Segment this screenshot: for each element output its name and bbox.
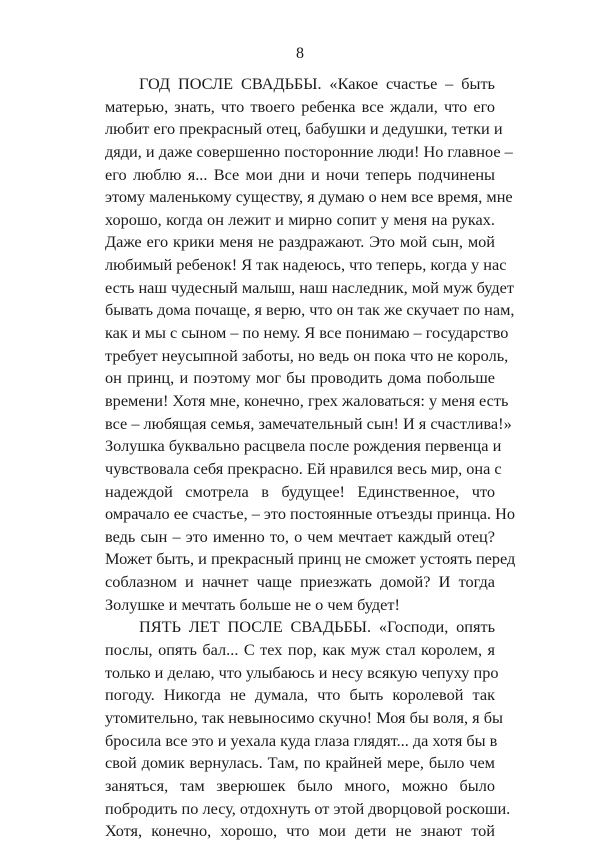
body-text	[105, 73, 516, 843]
text-line: соблазном и начнет чаще приезжать домой? И тогда	[105, 572, 495, 592]
text-line: бросила все это и уехала куда глаза глядят... да хотя бы в	[105, 730, 498, 750]
text-line: Может быть, и прекрасный принц не сможет устоять перед	[105, 549, 516, 569]
text-line: ГОД ПОСЛЕ СВАДЬБЫ. «Какое счастье – быть	[139, 74, 495, 93]
text-line: он принц, и поэтому мог бы проводить дома побольше	[105, 368, 495, 388]
text-line: Даже его крики меня не раздражают. Это мой сын, мой	[105, 232, 495, 252]
text-line: есть наш чудесный малыш, наш наследник, мой муж будет	[105, 277, 514, 297]
text-line: Золушка буквально расцвела после рождения первенца и	[105, 436, 502, 456]
text-line: как и мы с сыном – по нему. Я все понимаю – государство	[105, 323, 509, 343]
text-line: требует неусыпной заботы, но ведь он пока что не король,	[105, 345, 509, 365]
text-line: свой домик вернулась. Там, по крайней мере, было чем	[105, 753, 495, 773]
text-line: надеждой смотрела в будущее! Единственное, что	[105, 481, 495, 501]
text-line: заняться, там зверюшек было много, можно было	[105, 775, 495, 795]
text-line: Золушке и мечтать больше не о чем будет!	[105, 594, 400, 614]
text-line: Хотя, конечно, хорошо, что мои дети не знают той	[105, 821, 495, 841]
text-line: утомительно, так невыносимо скучно! Моя бы воля, я бы	[105, 707, 503, 727]
page-number: 8	[296, 45, 304, 62]
text-line: ПЯТЬ ЛЕТ ПОСЛЕ СВАДЬБЫ. «Господи, опять	[139, 617, 495, 637]
text-line: этому маленькому существу, я думаю о нем все время, мне	[105, 187, 513, 207]
text-line: бывать дома почаще, я верю, что он так же скучает по нам,	[105, 300, 515, 320]
text-line: все – любящая семья, замечательный сын! И я счастлива!»	[105, 413, 512, 433]
text-line: побродить по лесу, отдохнуть от этой дворцовой роскоши.	[105, 798, 511, 818]
text-line: чувствовала себя прекрасно. Ей нравился весь мир, она с	[105, 458, 502, 478]
text-line: хорошо, когда он лежит и мирно сопит у меня на руках.	[105, 209, 495, 229]
text-line: его люблю я... Все мои дни и ночи теперь подчинены	[105, 164, 495, 184]
text-line: дяди, и даже совершенно посторонние люди! Но главное –	[105, 141, 513, 161]
text-line: только и делаю, что улыбаюсь и несу всякую чепуху про	[105, 662, 499, 682]
text-line: любимый ребенок! Я так надеюсь, что теперь, когда у нас	[105, 255, 507, 275]
text-line: матерью, знать, что твоего ребенка все ждали, что его	[105, 96, 495, 116]
text-line: ведь сын – это именно то, о чем мечтает каждый отец?	[105, 526, 495, 546]
text-line: послы, опять бал... С тех пор, как муж стал королем, я	[105, 640, 495, 660]
text-line: любит его прекрасный отец, бабушки и дедушки, тетки и	[105, 119, 503, 139]
text-line: времени! Хотя мне, конечно, грех жаловаться: у меня есть	[105, 390, 509, 410]
text-line: погоду. Никогда не думала, что быть королевой так	[105, 685, 495, 705]
text-line: омрачало ее счастье, – это постоянные отъезды принца. Но	[105, 504, 515, 524]
